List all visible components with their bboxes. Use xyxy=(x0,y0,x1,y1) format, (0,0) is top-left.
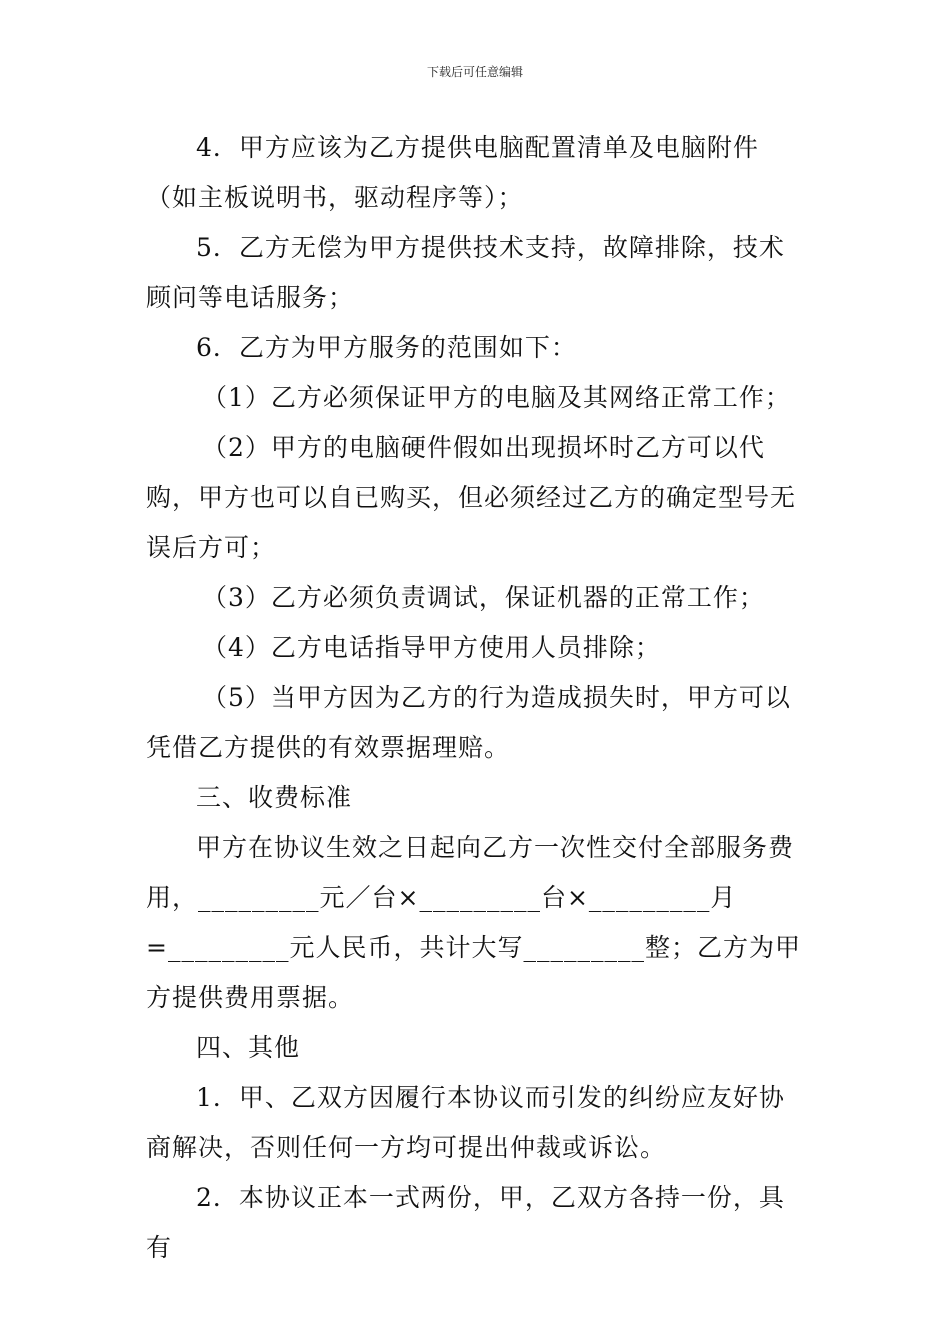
section-heading-other: 四、其他 xyxy=(196,1033,301,1062)
clause-6-item-4: （4）乙方电话指导甲方使用人员排除； xyxy=(202,633,661,662)
page-header: 下载后可任意编辑 xyxy=(426,65,523,79)
clause-6: 6．乙方为甲方服务的范围如下： xyxy=(196,333,577,362)
fees-paragraph: 甲方在协议生效之日起向乙方一次性交付全部服务费用，_________元／台×_________台×_________月=_________元人民币，共计大写_________整；乙方为甲方提供费用票据。 xyxy=(146,833,801,1012)
other-clause-2: 2．本协议正本一式两份，甲，乙双方各持一份，具有 xyxy=(146,1183,785,1262)
section-heading-fees: 三、收费标准 xyxy=(196,783,353,812)
other-clause-1: 1．甲、乙双方因履行本协议而引发的纠纷应友好协商解决，否则任何一方均可提出仲裁或诉讼。 xyxy=(146,1083,785,1162)
document-body xyxy=(146,123,806,1273)
clause-6-item-1: （1）乙方必须保证甲方的电脑及其网络正常工作； xyxy=(202,383,791,412)
clause-6-item-3: （3）乙方必须负责调试，保证机器的正常工作； xyxy=(202,583,765,612)
clause-6-item-5: （5）当甲方因为乙方的行为造成损失时，甲方可以凭借乙方提供的有效票据理赔。 xyxy=(146,683,791,762)
clause-6-item-2: （2）甲方的电脑硬件假如出现损坏时乙方可以代购，甲方也可以自已购买，但必须经过乙方的确定型号无误后方可； xyxy=(146,433,797,562)
clause-5: 5．乙方无偿为甲方提供技术支持，故障排除，技术顾问等电话服务； xyxy=(146,233,785,312)
clause-4: 4．甲方应该为乙方提供电脑配置清单及电脑附件（如主板说明书，驱动程序等）； xyxy=(146,133,759,212)
